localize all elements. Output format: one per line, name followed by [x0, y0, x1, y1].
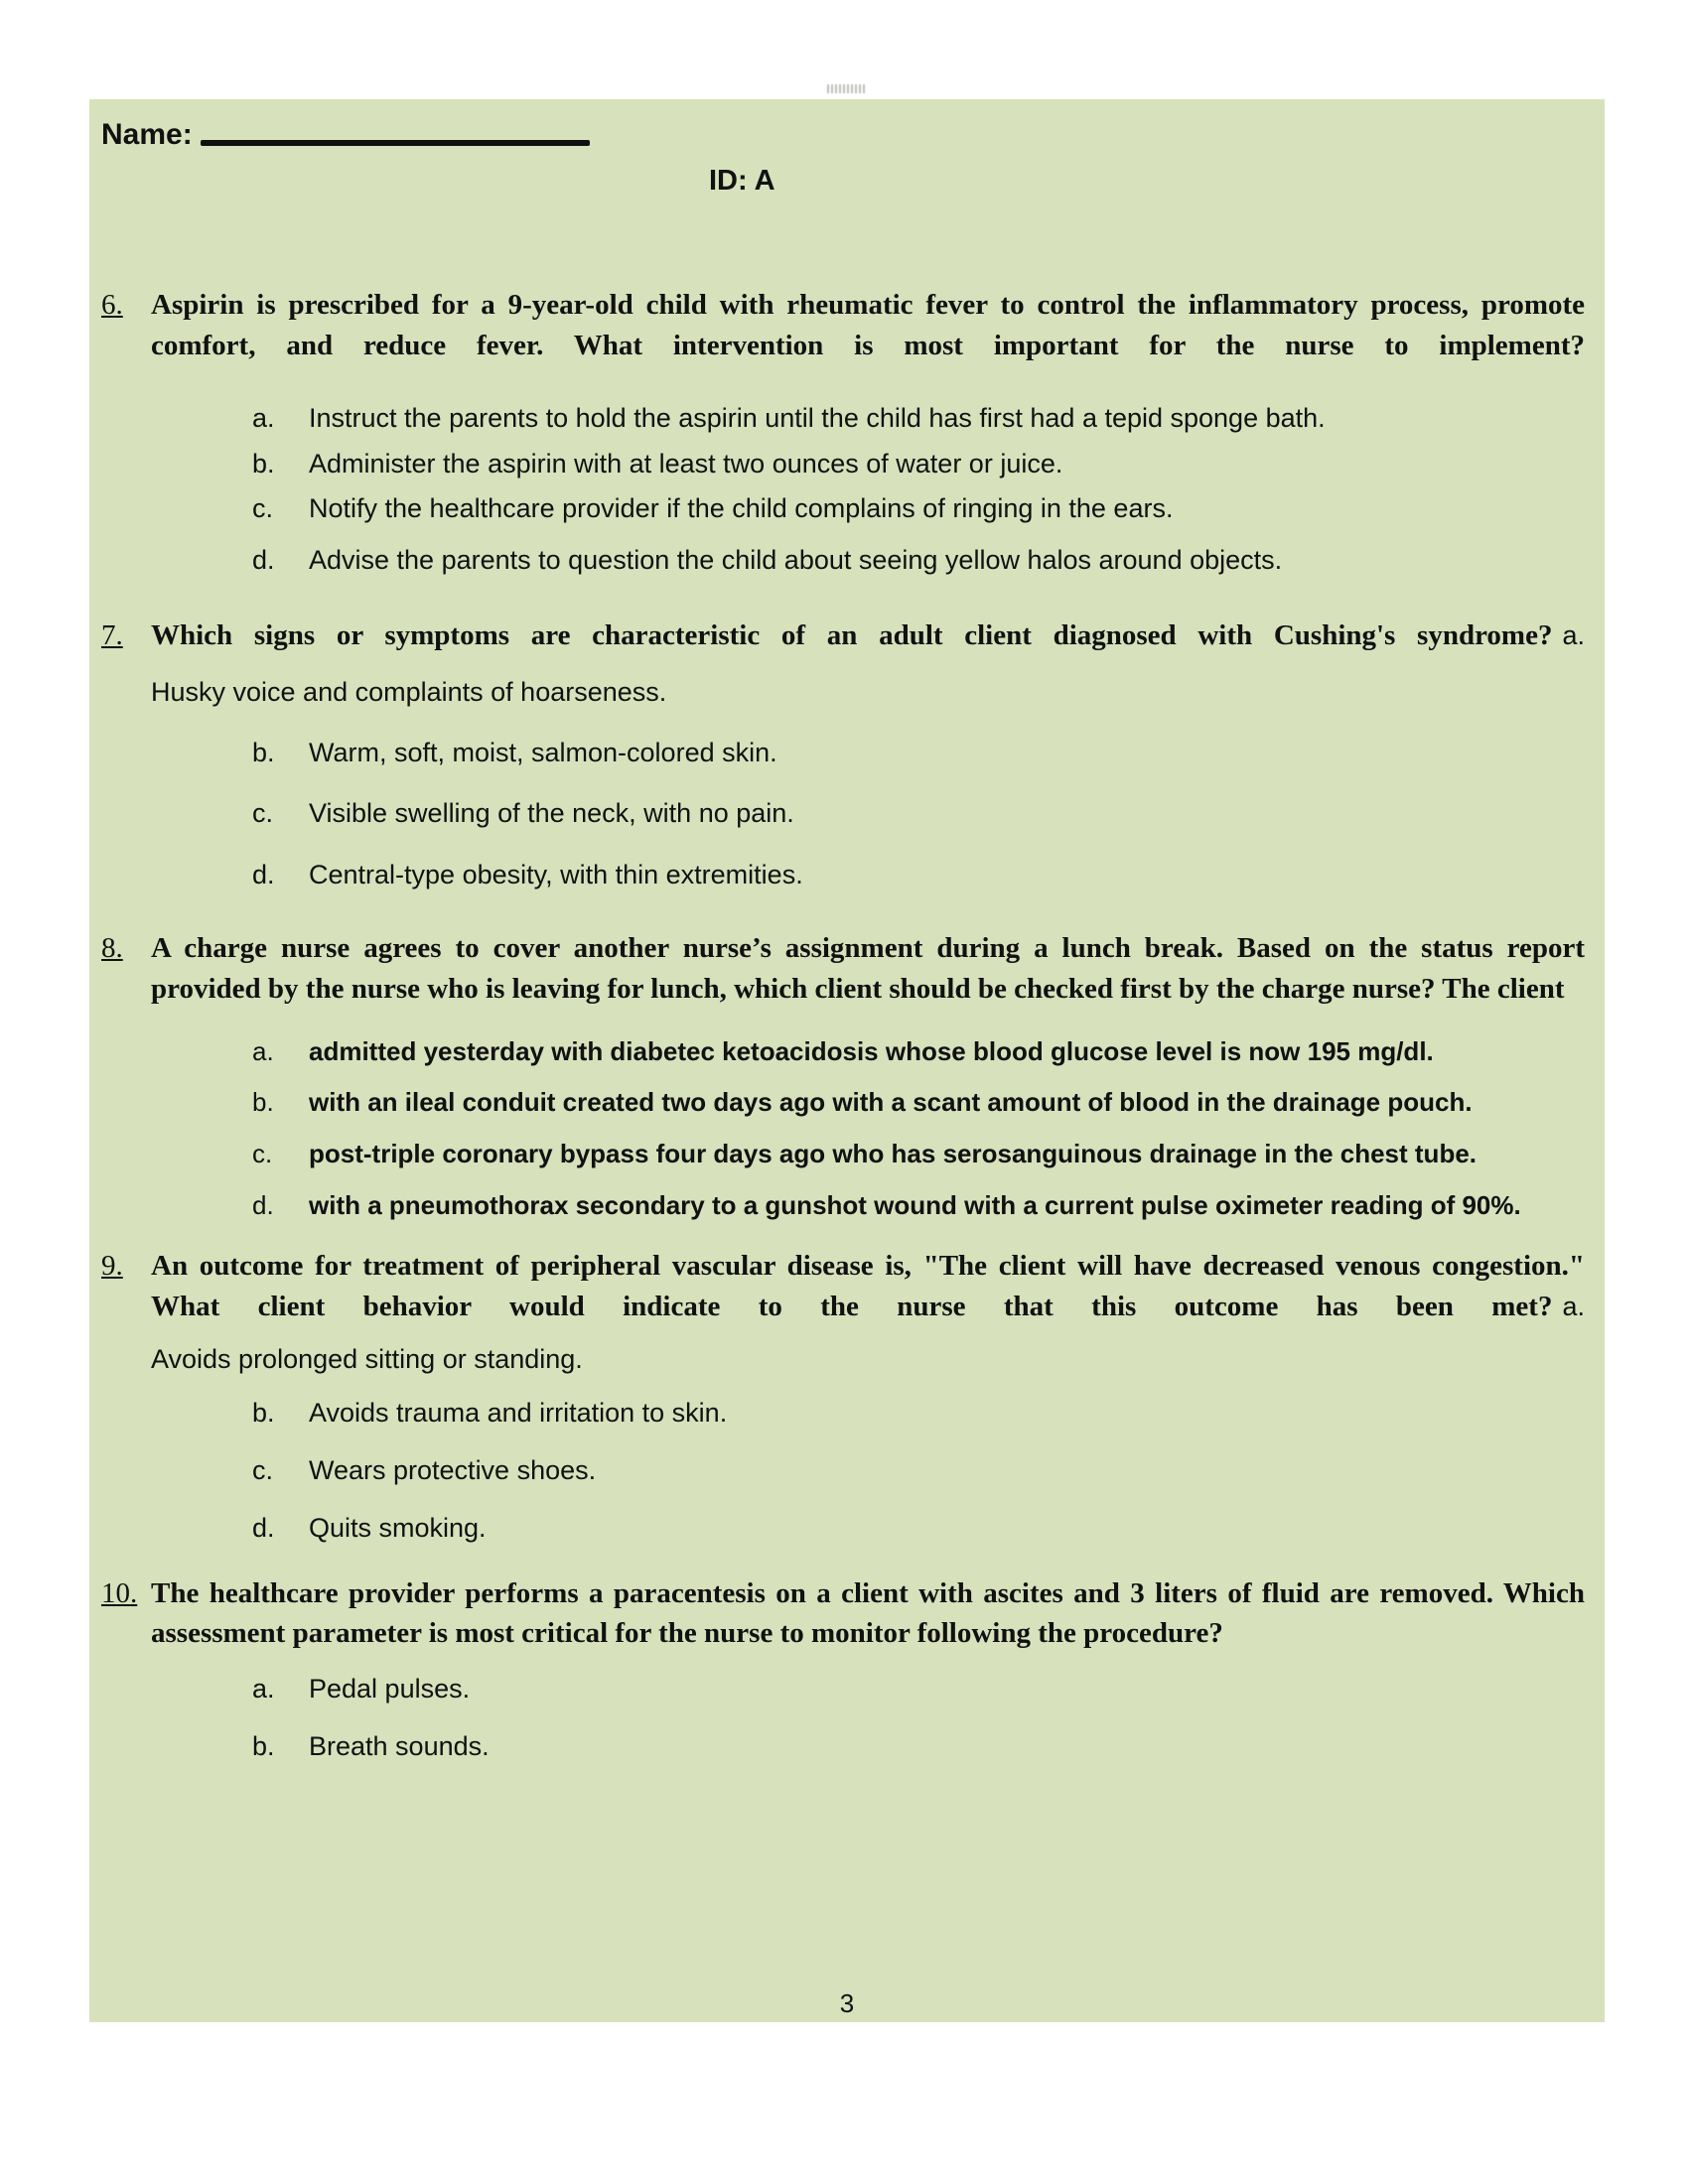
id-label: ID: A: [709, 165, 775, 197]
option-letter: a.: [252, 1035, 274, 1066]
option-text: Central-type obesity, with thin extremities.: [309, 860, 803, 890]
option-text: Pedal pulses.: [309, 1673, 471, 1704]
option-text: post-triple coronary bypass four days ago who has serosanguinous drainage in the chest tube.: [309, 1138, 1477, 1168]
option-text: Wears protective shoes.: [309, 1455, 597, 1486]
option-text: admitted yesterday with diabetec ketoacidosis whose blood glucose level is now 195 mg/dl.: [309, 1035, 1434, 1066]
option-letter: d.: [252, 860, 275, 890]
option-letter: d.: [252, 1513, 275, 1544]
option-row: [252, 1669, 1585, 1710]
option-text: Breath sounds.: [309, 1730, 490, 1761]
option-row: [252, 1393, 1585, 1434]
question-number: 10.: [101, 1576, 138, 1609]
option-letter: c.: [252, 1455, 274, 1486]
option-letter: b.: [252, 737, 275, 767]
option-row: [252, 398, 1585, 440]
page-number: 3: [839, 1988, 855, 2019]
page-content: [89, 99, 1605, 1784]
name-label: Name:: [101, 118, 193, 151]
option-row: [252, 1082, 1585, 1124]
option-letter: d.: [252, 1189, 274, 1220]
option-row: [252, 1031, 1585, 1073]
options-list: [252, 733, 1585, 897]
option-text: Notify the healthcare provider if the child complains of ringing in the ears.: [309, 493, 1174, 524]
question-number: 8.: [101, 932, 123, 965]
option-letter: c.: [252, 1138, 273, 1168]
option-row: [252, 1185, 1585, 1227]
name-blank-line: [201, 140, 590, 146]
question-number: 7.: [101, 619, 123, 652]
inline-option-letter: a.: [1562, 1292, 1585, 1322]
option-letter: b.: [252, 1087, 274, 1118]
question-6: [101, 285, 1585, 586]
page-content-panel: [89, 99, 1605, 2022]
option-text: with a pneumothorax secondary to a gunshot wound with a current pulse oximeter reading of 90%.: [309, 1189, 1521, 1220]
option-row: [252, 793, 1585, 835]
option-text: with an ileal conduit created two days ago with a scant amount of blood in the drainage pouch.: [309, 1087, 1473, 1118]
question-stem: An outcome for treatment of peripheral vascular disease is, "The client will have decreased venous congestion." What client behavior would indicate to the nurse that this outcome has been met? a.: [151, 1250, 1585, 1323]
inline-option-text: Avoids prolonged sitting or standing.: [151, 1343, 583, 1374]
option-row: [252, 1450, 1585, 1492]
option-row: [252, 1726, 1585, 1768]
option-row: [252, 540, 1585, 582]
question-10: [101, 1573, 1585, 1784]
inline-option-letter: a.: [1562, 620, 1585, 651]
question-stem: Which signs or symptoms are characteristic of an adult client diagnosed with Cushing's syndrome? a.: [151, 619, 1585, 652]
option-letter: c.: [252, 798, 274, 829]
question-8: [101, 928, 1585, 1236]
scan-artifact: [827, 84, 867, 93]
inline-option-text: Husky voice and complaints of hoarseness.: [151, 677, 667, 707]
option-row: [252, 733, 1585, 774]
option-row: [252, 1508, 1585, 1550]
option-row: [252, 444, 1585, 485]
option-text: Avoids trauma and irritation to skin.: [309, 1398, 728, 1429]
option-letter: a.: [252, 1673, 275, 1704]
question-stem: Aspirin is prescribed for a 9-year-old child with rheumatic fever to control the inflammatory process, promote comfort, and reduce fever. What intervention is most important for the nurse to implement?: [151, 289, 1585, 361]
option-text: Warm, soft, moist, salmon-colored skin.: [309, 737, 777, 767]
option-letter: b.: [252, 1398, 275, 1429]
option-row: [252, 488, 1585, 530]
options-list: [252, 1669, 1585, 1768]
option-letter: b.: [252, 1730, 275, 1761]
question-7: [101, 615, 1585, 916]
name-row: [101, 117, 1585, 153]
option-text: Instruct the parents to hold the aspirin until the child has first had a tepid sponge bath.: [309, 402, 1326, 433]
option-text: Administer the aspirin with at least two ounces of water or juice.: [309, 448, 1063, 478]
question-number: 6.: [101, 289, 123, 321]
question-number: 9.: [101, 1250, 123, 1283]
option-letter: a.: [252, 402, 275, 433]
option-text: Advise the parents to question the child about seeing yellow halos around objects.: [309, 545, 1283, 576]
option-text: Quits smoking.: [309, 1513, 487, 1544]
options-list: [252, 1393, 1585, 1550]
option-text: Visible swelling of the neck, with no pain.: [309, 798, 794, 829]
question-stem: A charge nurse agrees to cover another nurse’s assignment during a lunch break. Based on the status report provided by the nurse who is leaving for lunch, which client should be checked first by the charge nurse? The client: [151, 932, 1585, 1005]
question-9: [101, 1246, 1585, 1566]
options-list: [252, 398, 1585, 582]
question-stem: The healthcare provider performs a paracentesis on a client with ascites and 3 liters of fluid are removed. Which assessment parameter is most critical for the nurse to monitor following the procedure?: [151, 1576, 1585, 1649]
option-letter: d.: [252, 545, 275, 576]
option-letter: b.: [252, 448, 275, 478]
option-row: [252, 855, 1585, 896]
option-letter: c.: [252, 493, 274, 524]
options-list: [252, 1031, 1585, 1226]
option-row: [252, 1134, 1585, 1175]
